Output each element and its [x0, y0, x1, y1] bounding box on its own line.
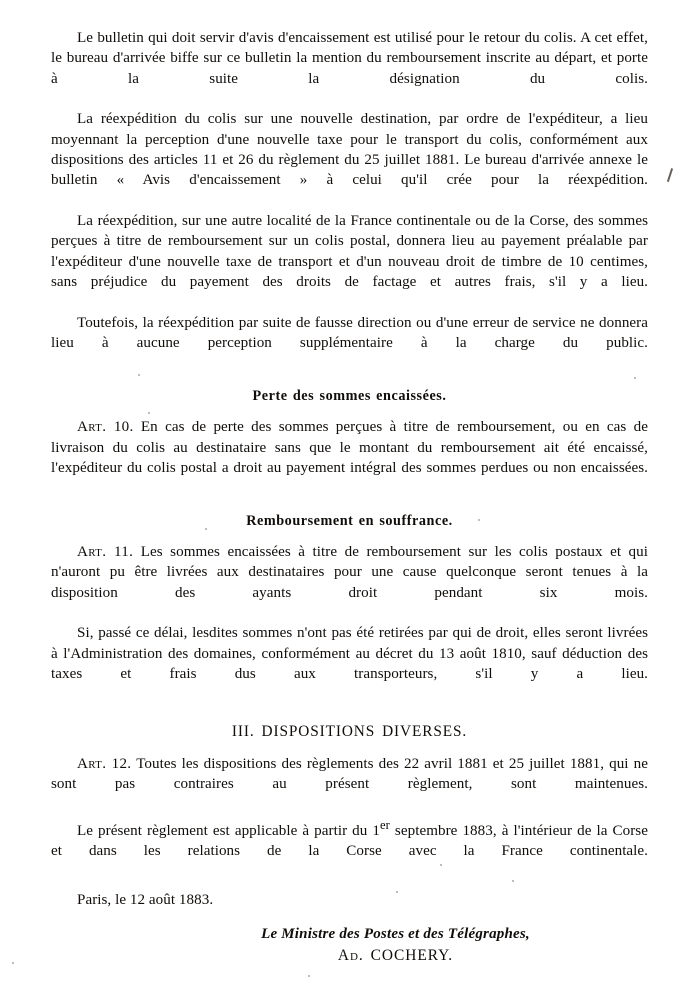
signature-title: Le Ministre des Postes et des Télégraphes,	[261, 926, 530, 943]
article-10-paragraph	[51, 417, 648, 498]
spacer	[51, 531, 648, 542]
section-heading-dispositions-diverses: III. DISPOSITIONS DIVERSES.	[231, 722, 468, 740]
ordinal-suffix: er	[380, 818, 390, 833]
paragraph-1: Le bulletin qui doit servir d'avis d'encaissement est utilisé pour le retour du colis. A cet effet, le bureau d'arrivée biffe sur ce bulletin la mention du remboursement inscrite au départ, et porte à la suite la désignation du colis.	[51, 30, 648, 87]
article-10-text: En cas de perte des sommes perçues à titre de remboursement, ou en cas de livraison du colis au destinataire sans que le montant du remboursement ait été encaissé, l'expéditeur du colis postal a droit au payement intégral des sommes perdues ou non encaissées.	[51, 419, 648, 476]
section-caption-perte-des-sommes: Perte des sommes encaissées.	[252, 387, 447, 404]
spacer	[51, 705, 648, 722]
article-11-label: Art. 11.	[77, 543, 134, 560]
spacer	[51, 374, 648, 386]
section-caption-remboursement-en-souffrance: Remboursement en souffrance.	[246, 512, 453, 529]
closing-paragraph	[51, 815, 648, 882]
paragraph-2: La réexpédition du colis sur une nouvelle destination, par ordre de l'expéditeur, a lieu moyennant la perception d'une nouvelle taxe pour le transport du colis, conformément aux dispositions des articles 11 et 26 du règlement du 25 juillet 1881. Le bureau d'arrivée annexe le bulletin « Avis d'encaissement » à celui qu'il crée pour la réexpédition.	[51, 111, 648, 189]
scan-speck	[12, 962, 14, 964]
signature-name-prefix: Ad.	[337, 947, 364, 965]
body-text-block	[51, 28, 648, 966]
scan-speck	[308, 975, 310, 977]
dateline: Paris, le 12 août 1883.	[77, 892, 214, 909]
signature-name	[51, 945, 648, 966]
spacer	[51, 910, 648, 924]
article-11-text: Les sommes encaissées à titre de remboursement sur les colis postaux et qui n'auront pu être livrées aux destinataires pour une cause quelconque seront tenues à la disposition des ayants droit pendant six mois.	[51, 543, 648, 601]
margin-ink-mark	[667, 168, 673, 182]
spacer	[51, 882, 648, 890]
article-12-text: Toutes les dispositions des règlements des 22 avril 1881 et 25 juillet 1881, qui ne sont pas contraires au présent règlement, sont maintenues.	[51, 756, 648, 793]
article-11-paragraph	[51, 542, 648, 623]
article-12-label: Art. 12.	[77, 756, 132, 772]
closing-paragraph-before: Le présent règlement est applicable à partir du 1	[77, 823, 381, 840]
paragraph-4: Toutefois, la réexpédition par suite de fausse direction ou d'une erreur de service ne donnera lieu à aucune perception supplémentaire à la charge du public.	[51, 314, 648, 352]
spacer	[51, 742, 648, 754]
paragraph-3: La réexpédition, sur une autre localité de la France continentale ou de la Corse, des sommes perçues à titre de remboursement sur un colis postal, donnera lieu au payement préalable par l'expéditeur d'une nouvelle taxe de transport et d'un nouveau droit de timbre de 10 centimes, sans préjudice du payement des droits de factage et autres frais, s'il y a lieu.	[51, 213, 648, 291]
spacer	[51, 499, 648, 511]
article-12-paragraph	[51, 754, 648, 815]
closing-paragraph-after: septembre 1883, à l'intérieur de la Corse et dans les relations de la Corse avec la France continentale.	[51, 823, 648, 860]
signature-name-surname: COCHERY.	[370, 947, 454, 965]
spacer	[51, 406, 648, 417]
article-10-label: Art. 10.	[77, 419, 134, 436]
paragraph-after-article-11: Si, passé ce délai, lesdites sommes n'ont pas été retirées par qui de droit, elles seront livrées à l'Administration des domaines, conformément au décret du 13 août 1810, sauf déduction des taxes et frais dus aux transporteurs, s'il y a lieu.	[51, 625, 648, 682]
